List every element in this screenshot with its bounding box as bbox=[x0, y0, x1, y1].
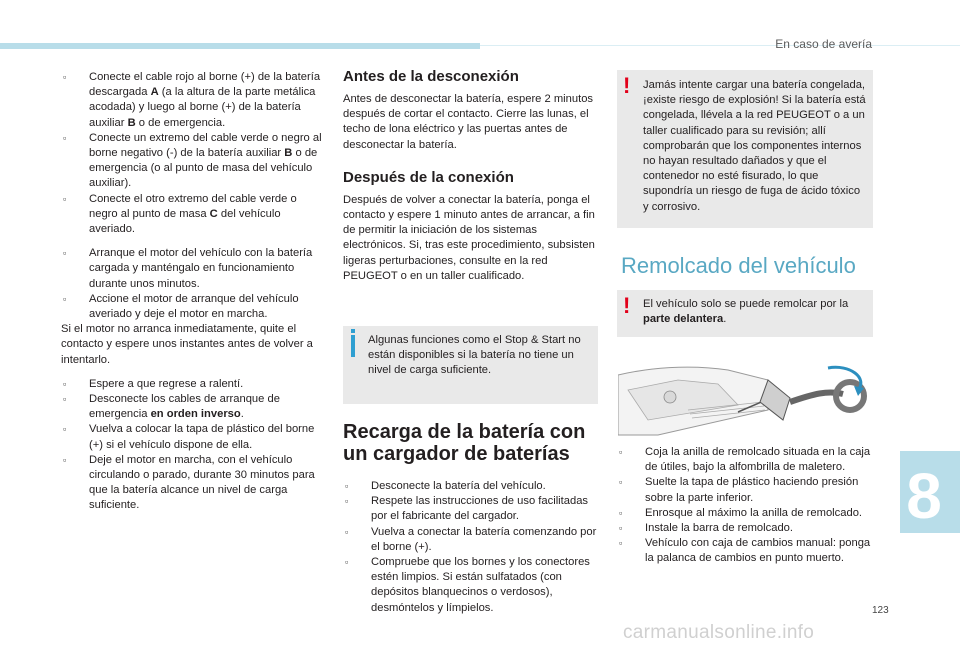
warning-box-towing bbox=[617, 290, 873, 337]
info-text: Algunas funciones como el Stop & Start no están disponibles si la batería no tiene un nivel de carga suficiente. bbox=[368, 334, 581, 377]
list-item: ▫ Accione el motor de arranque del vehículo averiado y deje el motor en marcha. bbox=[61, 292, 324, 322]
list-item: ▫ Coja la anilla de remolcado situada en la caja de útiles, bajo la alfombrilla de maletero. bbox=[617, 445, 875, 475]
warning-box-battery bbox=[617, 70, 873, 228]
chapter-number: 8 bbox=[906, 460, 942, 532]
section-title: En caso de avería bbox=[775, 37, 872, 51]
list-item: ▫ Vuelva a conectar la batería comenzando por el borne (+). bbox=[343, 525, 601, 555]
list-item: ▫ Conecte un extremo del cable verde o negro al borne negativo (-) de la batería auxiliar B o de emergencia (o al punto de masa del vehículo auxiliar). bbox=[61, 131, 324, 192]
list-item: ▫ Suelte la tapa de plástico haciendo presión sobre la parte inferior. bbox=[617, 475, 875, 505]
info-box bbox=[343, 326, 598, 404]
warning-text: Jamás intente cargar una batería congelada, ¡existe riesgo de explosión! Si la batería está congelada, llévela a la red PEUGEOT o a un taller cualificado para su revisión; allí comprobarán que los componentes internos no hayan resultado dañados y que el contenedor no esté fisurado, lo que supondría un riesgo de fuga de ácido tóxico y corrosivo. bbox=[643, 79, 866, 213]
list-item: ▫ Respete las instrucciones de uso facilitadas por el fabricante del cargador. bbox=[343, 494, 601, 524]
warning-icon: ! bbox=[623, 293, 631, 318]
list-item: ▫ Vuelva a colocar la tapa de plástico del borne (+) si el vehículo dispone de ella. bbox=[61, 422, 324, 452]
info-icon bbox=[351, 335, 355, 357]
column-2 bbox=[343, 68, 601, 284]
list-item: ▫ Desconecte la batería del vehículo. bbox=[343, 479, 601, 494]
list-item: ▫ Arranque el motor del vehículo con la batería cargada y manténgalo en funcionamiento durante unos minutos. bbox=[61, 246, 324, 292]
list-item: ▫ Vehículo con caja de cambios manual: ponga la palanca de cambios en punto muerto. bbox=[617, 536, 875, 566]
warning-text: El vehículo solo se puede remolcar por la parte delantera. bbox=[643, 298, 849, 326]
list-item: ▫ Conecte el cable rojo al borne (+) de la batería descargada A (a la altura de la parte metálica acodada) y luego al borne (+) de la batería auxiliar B o de emergencia. bbox=[61, 70, 324, 131]
header-bar bbox=[0, 43, 480, 49]
list-item: ▫ Compruebe que los bornes y los conectores estén limpios. Si están sulfatados (con depósitos blanquecinos o verdosos), desmóntelos y límpielos. bbox=[343, 555, 601, 616]
list-item: ▫ Instale la barra de remolcado. bbox=[617, 521, 875, 536]
column-3-lower bbox=[617, 445, 875, 567]
watermark: carmanualsonline.info bbox=[623, 622, 815, 643]
column-2-lower bbox=[343, 421, 601, 616]
header-rule bbox=[480, 45, 960, 46]
heading-remolcado: Remolcado del vehículo bbox=[621, 253, 856, 278]
paragraph: Después de volver a conectar la batería, ponga el contacto y espere 1 minuto antes de arrancar, a fin de permitir la iniciación de los sistemas electrónicos. Si, tras este procedimiento, subsisten ligeras perturbaciones, consulte en la red PEUGEOT o en un taller cualificado. bbox=[343, 193, 595, 282]
list-item: ▫ Enrosque al máximo la anilla de remolcado. bbox=[617, 506, 875, 521]
chapter-tab bbox=[900, 451, 960, 533]
towing-illustration bbox=[618, 350, 876, 438]
page-number: 123 bbox=[872, 605, 889, 616]
list-item: ▫ Espere a que regrese a ralentí. bbox=[61, 377, 324, 392]
heading-conexion: Después de la conexión bbox=[343, 168, 514, 186]
list-item: ▫ Deje el motor en marcha, con el vehículo circulando o parado, durante 30 minutos para que la batería alcance un nivel de carga suficiente. bbox=[61, 453, 324, 514]
heading-desconexion: Antes de la desconexión bbox=[343, 68, 519, 85]
paragraph: Antes de desconectar la batería, espere 2 minutos después de cortar el contacto. Cierre las lunas, el techo de lona eléctrico y las puertas antes de desconectar la batería. bbox=[343, 93, 594, 151]
list-item: ▫ Conecte el otro extremo del cable verde o negro al punto de masa C del vehículo averiado. bbox=[61, 192, 324, 238]
list-item: ▫ Desconecte los cables de arranque de emergencia en orden inverso. bbox=[61, 392, 324, 422]
warning-icon: ! bbox=[623, 73, 631, 98]
heading-recarga: Recarga de la batería con un cargador de baterías bbox=[343, 421, 586, 465]
paragraph: Si el motor no arranca inmediatamente, quite el contacto y espere unos instantes antes de volver a intentarlo. bbox=[61, 323, 313, 366]
column-1 bbox=[61, 70, 324, 514]
